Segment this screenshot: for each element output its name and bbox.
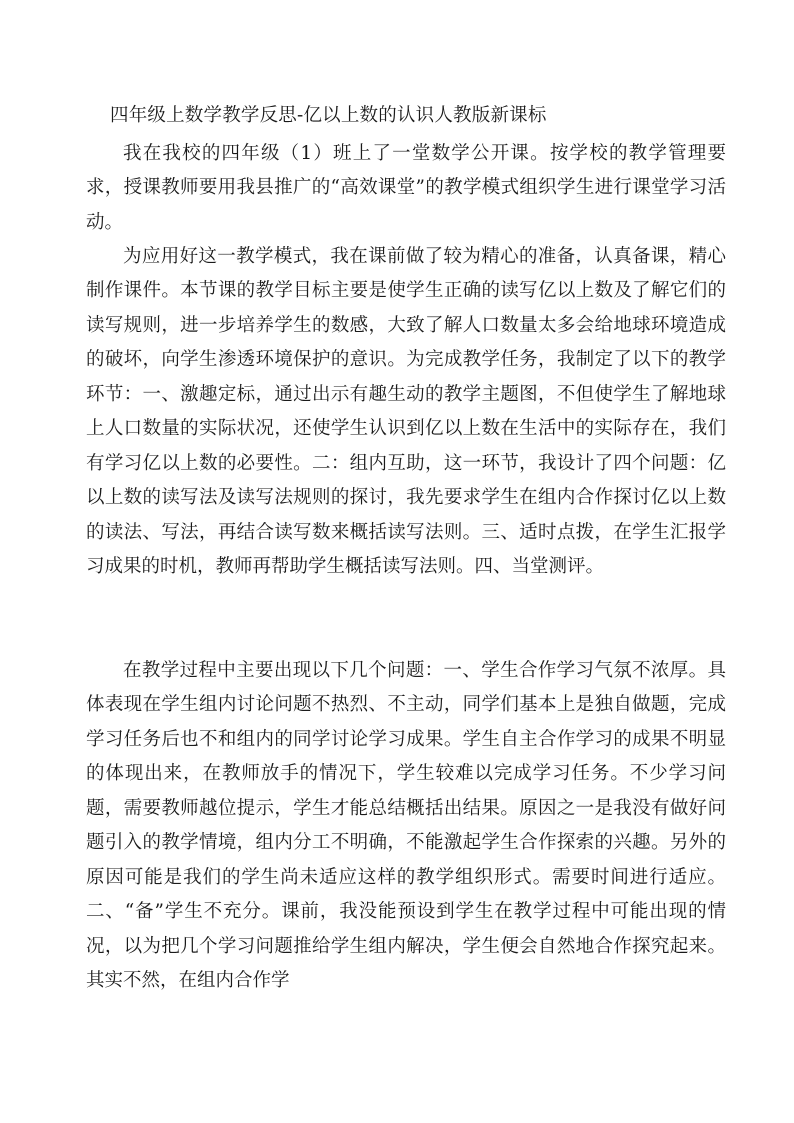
- document-title: 四年级上数学教学反思-亿以上数的认识人教版新课标: [110, 105, 547, 126]
- paragraph-problems: 在教学过程中主要出现以下几个问题：一、学生合作学习气氛不浓厚。具体表现在学生组内讨论问题不热烈、不主动，同学们基本上是独自做题，完成学习任务后也不和组内的同学讨论学习成果。学生自主合作学习的成果不明显的体现出来，在教师放手的情况下，学生较难以完成学习任务。不少学习问题，需要教师越位提示，学生才能总结概括出结果。原因之一是我没有做好问题引入的教学情境，组内分工不明确，不能激起学生合作探索的兴趣。另外的原因可能是我们的学生尚未适应这样的教学组织形式。需要时间进行适应。二、“备”学生不充分。课前，我没能预设到学生在教学过程中可能出现的情况，以为把几个学习问题推给学生组内解决，学生便会自然地合作探究起来。其实不然，在组内合作学: [86, 659, 726, 991]
- paragraph-preparation: 为应用好这一教学模式，我在课前做了较为精心的准备，认真备课，精心制作课件。本节课的教学目标主要是使学生正确的读写亿以上数及了解它们的读写规则，进一步培养学生的数感，大致了解人口数量太多会给地球环境造成的破坏，向学生渗透环境保护的意识。为完成教学任务，我制定了以下的教学环节：一、激趣定标，通过出示有趣生动的教学主题图，不但使学生了解地球上人口数量的实际状况，还使学生认识到亿以上数在生活中的实际存在，我们有学习亿以上数的必要性。二：组内互助，这一环节，我设计了四个问题：亿以上数的读写法及读写法规则的探讨，我先要求学生在组内合作探讨亿以上数的读法、写法，再结合读写数来概括读写法则。三、适时点拨，在学生汇报学习成果的时机，教师再帮助学生概括读写法则。四、当堂测评。: [86, 245, 726, 577]
- paragraph-intro: 我在我校的四年级（1）班上了一堂数学公开课。按学校的教学管理要求，授课教师要用我县推广的“高效课堂”的教学模式组织学生进行课堂学习活动。: [86, 142, 726, 233]
